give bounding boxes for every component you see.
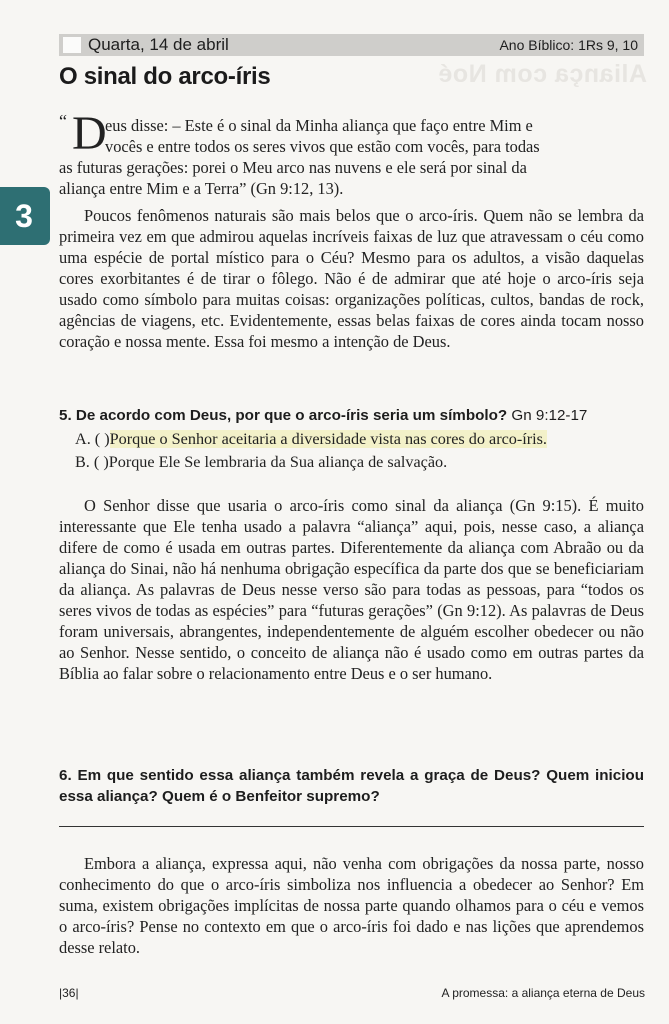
quote-mark: “	[59, 111, 67, 131]
question-5-text: 5. De acordo com Deus, por que o arco-íris seria um símbolo?	[59, 407, 508, 424]
drop-cap: D	[72, 107, 107, 160]
checkbox-square[interactable]	[63, 37, 81, 53]
quote-line: vocês e entre todos os seres vivos que estão com vocês, para todas	[105, 137, 540, 156]
question-6	[59, 765, 644, 807]
body-paragraph	[59, 205, 644, 352]
question-6-text: 6. Em que sentido essa aliança também revela a graça de Deus? Quem iniciou essa aliança? Quem é o Benfeitor supremo?	[59, 767, 644, 805]
bleed-through-text: Aliança com Noé	[438, 60, 647, 88]
paragraph-text: Poucos fenômenos naturais são mais belos que o arco-íris. Quem não se lembra da primeira vez em que admirou aquelas incríveis faixas de luz que atravessam o céu como uma espécie de portal místico para o Céu? Mesmo para os adultos, a visão daquelas cores exorbitantes é de tirar o fôlego. Não é de admirar que até hoje o arco-íris seja usado como símbolo para muitas coisas: organizações políticas, cultos, bandas de rock, agências de viagens, etc. Evidentemente, essas belas faixas de cores ainda tocam nosso coração e nossa mente. Essa foi mesmo a intenção de Deus.	[59, 206, 644, 351]
option-b-checkbox[interactable]: B. ( )	[75, 453, 109, 471]
day-header	[59, 34, 644, 56]
body-paragraph	[59, 495, 644, 684]
book-title: A promessa: a aliança eterna de Deus	[441, 986, 645, 1000]
body-paragraph	[59, 853, 644, 958]
paragraph-text: Embora a aliança, expressa aqui, não venha com obrigações da nossa parte, nosso conhecimento do que o arco-íris simboliza nos influencia a obedecer ao Senhor? Em suma, existem obrigações implícitas de nossa parte quando olhamos para o céu e vemos o arco-íris? Pense no contexto em que o arco-íris foi dado e nas lições que aprendemos desse relato.	[59, 854, 644, 957]
option-b[interactable]	[75, 452, 447, 473]
quote-line: aliança entre Mim e a Terra” (Gn 9:12, 13).	[59, 179, 344, 198]
opening-quote	[59, 107, 644, 199]
option-a[interactable]	[75, 429, 547, 450]
page-number: |36|	[59, 986, 79, 1000]
question-5-reference: Gn 9:12-17	[511, 407, 588, 424]
header-reading-plan: Ano Bíblico: 1Rs 9, 10	[499, 37, 638, 53]
lesson-title: O sinal do arco-íris	[59, 63, 271, 90]
section-number-tab: 3	[0, 187, 50, 245]
question-5	[59, 405, 644, 426]
option-a-checkbox[interactable]: A. ( )	[75, 430, 110, 448]
option-b-text: Porque Ele Se lembraria da Sua aliança de salvação.	[108, 453, 448, 471]
header-date: Quarta, 14 de abril	[88, 35, 229, 54]
quote-line: as futuras gerações: porei o Meu arco nas nuvens e ele será por sinal da	[59, 158, 527, 177]
quote-line: eus disse: – Este é o sinal da Minha aliança que faço entre Mim e	[105, 116, 533, 135]
paragraph-text: O Senhor disse que usaria o arco-íris como sinal da aliança (Gn 9:15). É muito interessante que Ele tenha usado a palavra “aliança” aqui, pois, nesse caso, a aliança difere de como é usada em outras partes. Diferentemente da aliança com Abraão ou da aliança do Sinai, não há nenhuma obrigação específica da parte dos que se beneficiariam da aliança. As palavras de Deus nesse verso são para todas as pessoas, para “todos os seres vivos de todas as espécies” para “futuras gerações” (Gn 9:12). As palavras de Deus foram universais, abrangentes, independentemente de alguém escolher obedecer ou não ao Senhor. Nesse sentido, o conceito de aliança não é usado como em outras partes da Bíblia ao falar sobre o relacionamento entre Deus e o ser humano.	[59, 496, 644, 683]
option-a-text: Porque o Senhor aceitaria a diversidade vista nas cores do arco-íris.	[109, 430, 547, 448]
answer-line[interactable]	[59, 826, 644, 827]
